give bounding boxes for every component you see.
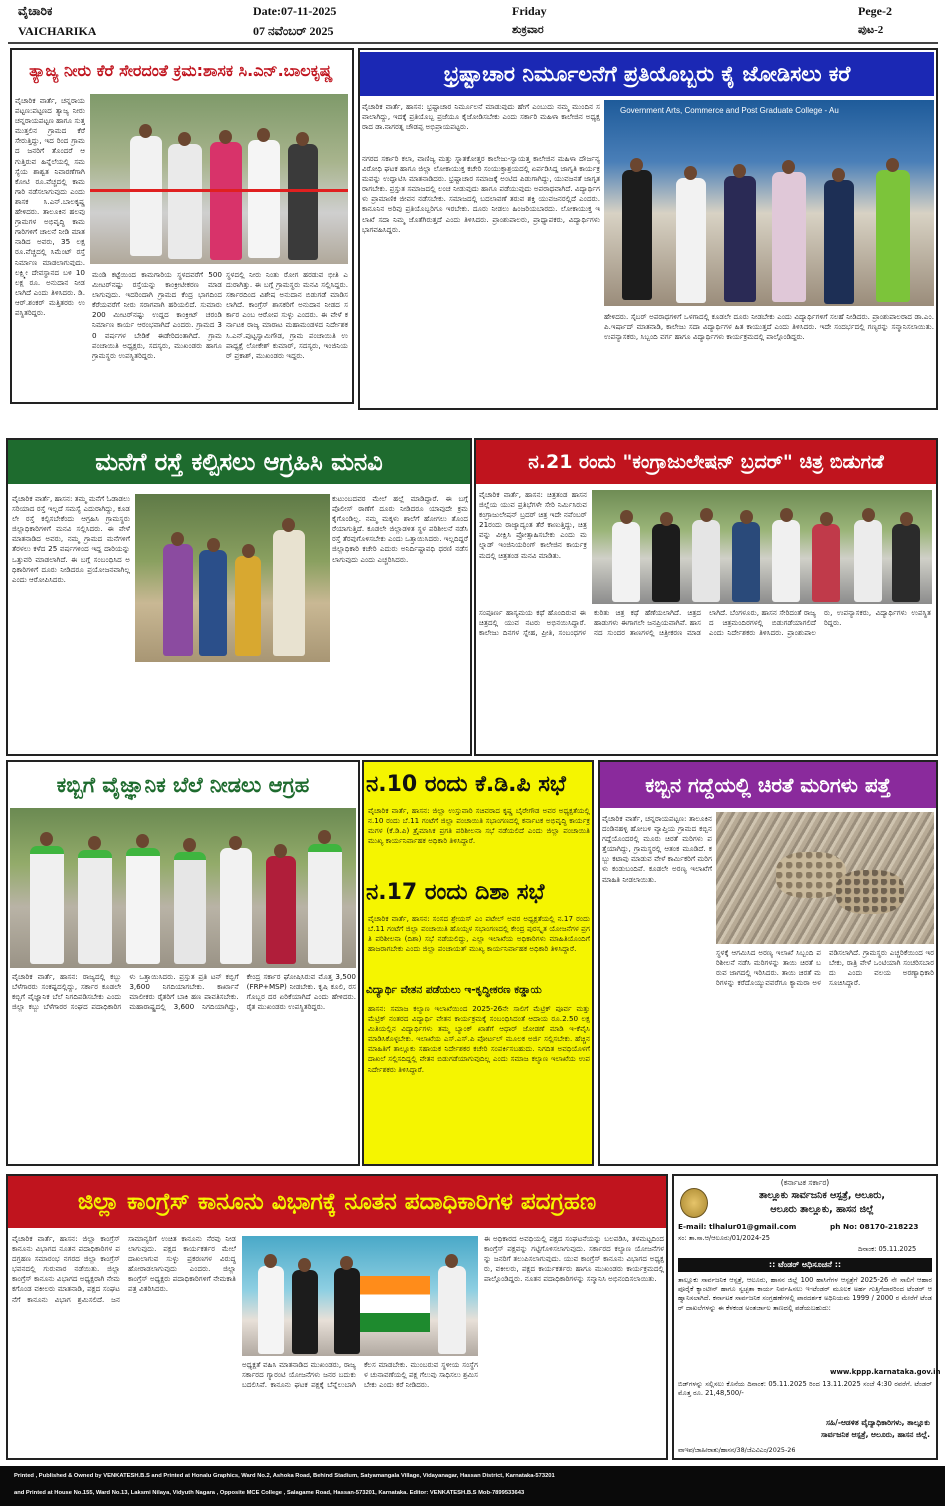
tender-body2: ಬಿಡ್‌ಗಳನ್ನು ಸಲ್ಲಿಸಲು ಕೊನೆಯ ದಿನಾಂಕ: 05.11.2025 ರಿಂದ 13.11.2025 ಸಂಜೆ 4:30 ರವರೆಗೆ. ಟೆಂಡರ್ ಮೊತ್ತ ರೂ. 21,48,500/- bbox=[678, 1380, 932, 1398]
masthead-date-en: Date:07-11-2025 bbox=[253, 4, 337, 18]
road-border bbox=[6, 438, 472, 756]
film-body-top: ವೈಚಾರಿಕ ವಾರ್ತೆ, ಹಾಸನ: ಚಿತ್ರತಂಡ ಹಾಸನ ಜಿಲ್ಲೆಯ ಯುವ ಪ್ರತಿಭೆಗಳೇ ಸೇರಿ ನಿರ್ಮಿಸಿರುವ ಕಂಗ್ರಾಜುಲೇಷನ್ ಬ್ರದರ್ ಚಿತ್ರ ಇದೇ ನವೆಂಬರ್ 21ರಂದು ರಾಜ್ಯಾದ್ಯಂತ ತೆರೆ ಕಾಣುತ್ತಿದ್ದು, ಚಿತ್ರವನ್ನು ವೀಕ್ಷಿಸಿ ಪ್ರೋತ್ಸಾಹಿಸಬೇಕು ಎಂದು ಮಲ್ನಾಡ್ ಇಂಜಿನಿಯರಿಂಗ್ ಕಾಲೇಜಿನ ಕಾರ್ಯಕ್ರಮದಲ್ಲಿ ಚಿತ್ರತಂಡ ಮನವಿ ಮಾಡಿತು. bbox=[479, 490, 587, 560]
road-body-right: ಕುಟುಂಬದವರ ಮೇಲೆ ಹಲ್ಲೆ ಮಾಡಿದ್ದಾರೆ. ಈ ಬಗ್ಗೆ ಪೊಲೀಸ್ ಠಾಣೆಗೆ ದೂರು ನೀಡಿದರೂ ಯಾವುದೇ ಕ್ರಮ ಕೈಗೊಂಡಿಲ್ಲ. ನಮ್ಮ ಮಕ್ಕಳು ಶಾಲೆಗೆ ಹೋಗಲು ತೊಂದರೆಯಾಗುತ್ತಿದೆ. ಕೂಡಲೇ ಜಿಲ್ಲಾಡಳಿತ ಸ್ಥಳ ಪರಿಶೀಲನೆ ನಡೆಸಿ ರಸ್ತೆ ತೆರವುಗೊಳಿಸಬೇಕು ಎಂದು ಒತ್ತಾಯಿಸಿದರು. ಇಲ್ಲದಿದ್ದರೆ ಜಿಲ್ಲಾಧಿಕಾರಿ ಕಚೇರಿ ಎದುರು ಅನಿರ್ದಿಷ್ಟಾವಧಿ ಧರಣಿ ನಡೆಸಲಾಗುವುದು ಎಂದು ಎಚ್ಚರಿಸಿದರು. bbox=[332, 494, 468, 564]
leopard-border bbox=[598, 760, 938, 1166]
masthead-page-en: Pege-2 bbox=[858, 4, 892, 18]
congress-border bbox=[6, 1174, 668, 1460]
corruption-body-top: ವೈಚಾರಿಕ ವಾರ್ತೆ, ಹಾಸನ: ಭ್ರಷ್ಟಾಚಾರ ನಿರ್ಮೂಲನೆ ಮಾಡುವುದು ಹೇಗೆ ಎಂಬುದು ನಮ್ಮ ಮುಂದಿನ ಸವಾಲಾಗಿದ್ದು, ಇದಕ್ಕೆ ಪ್ರತಿಯೊಬ್ಬ ಪ್ರಜೆಯೂ ಕೈಜೋಡಿಸಬೇಕು ಎಂದು ಸರ್ಕಾರಿ ಮಹಿಳಾ ಕಾಲೇಜಿನ ಅಧ್ಯಕ್ಷರಾದ ಡಾ.ನಾಗರತ್ನ ಚೌಡಪ್ಪ ಅಭಿಪ್ರಾಯಪಟ್ಟರು. bbox=[362, 102, 600, 132]
tender-sign-line2: ಸಾರ್ವಜನಿಕ ಆಸ್ಪತ್ರೆ, ಆಲೂರು, ಹಾಸನ ಜಿಲ್ಲೆ. bbox=[820, 1430, 930, 1439]
road-body-left: ವೈಚಾರಿಕ ವಾರ್ತೆ, ಹಾಸನ: ತಮ್ಮ ಮನೆಗೆ ಓಡಾಡಲು ಸರಿಯಾದ ರಸ್ತೆ ಇಲ್ಲದೆ ಸಮಸ್ಯೆ ಎದುರಾಗಿದ್ದು, ಕೂಡಲೇ ರಸ್ತೆ ಕಲ್ಪಿಸಬೇಕೆಂದು ಆಗ್ರಹಿಸಿ ಗ್ರಾಮಸ್ಥರು ಜಿಲ್ಲಾಧಿಕಾರಿಗಳಿಗೆ ಮನವಿ ಸಲ್ಲಿಸಿದರು. ಈ ವೇಳೆ ಮಾತನಾಡಿದ ಅವರು, ನಮ್ಮ ಗ್ರಾಮದ ಮನೆಗಳಿಗೆ ತೆರಳಲು ಕಳೆದ 25 ವರ್ಷಗಳಿಂದ ಇದ್ದ ದಾರಿಯನ್ನು ಒತ್ತುವರಿ ಮಾಡಲಾಗಿದೆ. ಈ ಬಗ್ಗೆ ಸಂಬಂಧಿಸಿದ ಅಧಿಕಾರಿಗಳಿಗೆ ದೂರು ನೀಡಿದರೂ ಪ್ರಯೋಜನವಾಗಿಲ್ಲ ಎಂದು ಆರೋಪಿಸಿದರು. bbox=[12, 494, 130, 584]
water-border bbox=[10, 48, 354, 404]
water-headline: ತ್ಯಾಜ್ಯ ನೀರು ಕೆರೆ ಸೇರದಂತೆ ಕ್ರಮ:ಶಾಸಕ ಸಿ.ಎನ್.ಬಾಲಕೃಷ್ಣ bbox=[29, 61, 333, 80]
water-body-left: ವೈಚಾರಿಕ ವಾರ್ತೆ, ಚನ್ನರಾಯಪಟ್ಟಣ:ಪಟ್ಟಣದ ತ್ಯಾಜ್ಯ ನೀರು ಚನ್ನರಾಯಪಟ್ಟಣ ಹಾಗೂ ಸುತ್ತಮುತ್ತಲಿನ ಗ್ರಾಮದ ಕೆರೆ ಸೇರುತ್ತಿದ್ದು, ಇದ ರಿಂದ ಗ್ರಾಮದ ಜನರಿಗೆ ತೊಂದರೆ ಆಗುತ್ತಿರುವ ಹಿನ್ನೆಲೆಯಲ್ಲಿ ಸಮಸ್ಯೆಯ ಶಾಶ್ವತ ನಿವಾರಣೆಗಾಗಿ ಕೋಟಿ ರೂ.ವೆಚ್ಚದಲ್ಲಿ ಕಾಮಗಾರಿ ನಡೆಸಲಾಗುವುದು ಎಂದು ಶಾಸಕ ಸಿ.ಎನ್.ಬಾಲಕೃಷ್ಣ ಹೇಳಿದರು. ತಾಲೂಕಿನ ಹಲವು ಗ್ರಾಮಗಳ ಅಭಿವೃದ್ಧಿ ಕಾಮಗಾರಿಗಳಿಗೆ ಚಾಲನೆ ನೀಡಿ ಮಾತನಾಡಿದ ಅವರು, 35 ಲಕ್ಷ ರೂ.ವೆಚ್ಚದಲ್ಲಿ ಸಿಮೆಂಟ್ ರಸ್ತೆ ನಿರ್ಮಾಣ ಮಾಡಲಾಗುವುದು. ಲಕ್ಷ್ಮೀ ದೇವಸ್ಥಾನದ ಬಳಿ 10 ಲಕ್ಷ ರೂ. ಅನುದಾನ ನೀಡಲಾಗಿದೆ ಎಂದು ತಿಳಿಸಿದರು. ಡಿ.ಆರ್.ಶಂಕರ್ ಮತ್ತಿತರರು ಉಪಸ್ಥಿತರಿದ್ದರು. bbox=[15, 96, 85, 317]
congress-body-left: ವೈಚಾರಿಕ ವಾರ್ತೆ, ಹಾಸನ: ಜಿಲ್ಲಾ ಕಾಂಗ್ರೆಸ್ ಕಾನೂನು ವಿಭಾಗದ ನೂತನ ಪದಾಧಿಕಾರಿಗಳ ಪದಗ್ರಹಣ ಸಮಾರಂಭ ನಗರದ ಜಿಲ್ಲಾ ಕಾಂಗ್ರೆಸ್ ಭವನದಲ್ಲಿ ಗುರುವಾರ ನಡೆಯಿತು. ಜಿಲ್ಲಾ ಕಾಂಗ್ರೆಸ್ ಕಾನೂನು ವಿಭಾಗದ ಅಧ್ಯಕ್ಷರಾಗಿ ನೇಮಕಗೊಂಡ ವಕೀಲರು ಮಾತನಾಡಿ, ಪಕ್ಷದ ಸಂಘಟನೆಗೆ ಕಾನೂನು ವಿಭಾಗ ಶ್ರಮಿಸಲಿದೆ. ಜನಸಾಮಾನ್ಯರಿಗೆ ಉಚಿತ ಕಾನೂನು ನೆರವು ನೀಡಲಾಗುವುದು. ಪಕ್ಷದ ಕಾರ್ಯಕರ್ತರ ಮೇಲೆ ದಾಖಲಾಗುವ ಸುಳ್ಳು ಪ್ರಕರಣಗಳ ವಿರುದ್ಧ ಹೋರಾಡಲಾಗುವುದು ಎಂದರು. ಜಿಲ್ಲಾ ಕಾಂಗ್ರೆಸ್ ಅಧ್ಯಕ್ಷರು ಪದಾಧಿಕಾರಿಗಳಿಗೆ ನೇಮಕಾತಿ ಪತ್ರ ವಿತರಿಸಿದರು. bbox=[12, 1234, 236, 1304]
leopard-headline: ಕಬ್ಬಿನ ಗದ್ದೆಯಲ್ಲಿ ಚಿರತೆ ಮರಿಗಳು ಪತ್ತೆ bbox=[600, 762, 936, 808]
footer-line1: Printed , Published & Owned by VENKATESH.B.S and Printed at Honalu Graphics, Ward No.2, Ashoka Road, Behind Stadium, Satyamangala Village, Vidayanagar, Hassan District, Karnataka-573201 bbox=[14, 1473, 555, 1479]
masthead bbox=[0, 0, 945, 42]
road-headline: ಮನೆಗೆ ರಸ್ತೆ ಕಲ್ಪಿಸಲು ಆಗ್ರಹಿಸಿ ಮನವಿ bbox=[8, 440, 470, 484]
film-body-bottom: ಸಂಪೂರ್ಣ ಹಾಸ್ಯಮಯ ಕಥೆ ಹೊಂದಿರುವ ಈ ಚಿತ್ರದಲ್ಲಿ ಯುವ ನಟರು ಅಭಿನಯಿಸಿದ್ದಾರೆ. ಕಾಲೇಜು ದಿನಗಳ ಸ್ನೇಹ, ಪ್ರೀತಿ, ಸಂಬಂಧಗಳ ಕುರಿತು ಚಿತ್ರ ಕಥೆ ಹೆಣೆಯಲಾಗಿದೆ. ಚಿತ್ರದ ಹಾಡುಗಳು ಈಗಾಗಲೇ ಜನಪ್ರಿಯವಾಗಿವೆ. ಹಾಸನದ ಸುಂದರ ತಾಣಗಳಲ್ಲಿ ಚಿತ್ರೀಕರಣ ಮಾಡಲಾಗಿದೆ. ಬೆಂಗಳೂರು, ಹಾಸನ ಸೇರಿದಂತೆ ರಾಜ್ಯದ ಚಿತ್ರಮಂದಿರಗಳಲ್ಲಿ ಬಿಡುಗಡೆಯಾಗಲಿದೆ ಎಂದು ನಿರ್ದೇಶಕರು ತಿಳಿಸಿದರು. ಪ್ರಾಂಶುಪಾಲರು, ಉಪನ್ಯಾಸಕರು, ವಿದ್ಯಾರ್ಥಿಗಳು ಉಪಸ್ಥಿತರಿದ್ದರು. bbox=[479, 608, 931, 638]
masthead-page-kn: ಪುಟ-2 bbox=[858, 24, 884, 36]
congress-body-mid: ಅಧ್ಯಕ್ಷತೆ ವಹಿಸಿ ಮಾತನಾಡಿದ ಮುಖಂಡರು, ರಾಜ್ಯ ಸರ್ಕಾರದ ಗ್ಯಾರಂಟಿ ಯೋಜನೆಗಳು ಜನರ ಬದುಕು ಬದಲಿಸಿವೆ. ಕಾನೂನು ಘಟಕ ಪಕ್ಷಕ್ಕೆ ಬೆನ್ನೆಲುಬಾಗಿ ಕೆಲಸ ಮಾಡಬೇಕು. ಮುಂಬರುವ ಸ್ಥಳೀಯ ಸಂಸ್ಥೆಗಳ ಚುನಾವಣೆಯಲ್ಲಿ ಪಕ್ಷ ಗೆಲುವು ಸಾಧಿಸಲು ಶ್ರಮಿಸಬೇಕು ಎಂದು ಕರೆ ನೀಡಿದರು. bbox=[242, 1360, 478, 1390]
tender-sign-line1: ಸಹಿ/-ಆಡಳಿತ ವೈದ್ಯಾಧಿಕಾರಿಗಳು, ತಾಲ್ಲೂಕು bbox=[825, 1418, 930, 1427]
tender-office-line2: ಆಲೂರು ತಾಲ್ಲೂಕು, ಹಾಸನ ಜಿಲ್ಲೆ bbox=[770, 1204, 874, 1215]
sugarcane-headline: ಕಬ್ಬಿಗೆ ವೈಜ್ಞಾನಿಕ ಬೆಲೆ ನೀಡಲು ಆಗ್ರಹ bbox=[56, 772, 310, 797]
leopard-body-right: ಸ್ಥಳಕ್ಕೆ ಆಗಮಿಸಿದ ಅರಣ್ಯ ಇಲಾಖೆ ಸಿಬ್ಬಂದಿ ಪರಿಶೀಲನೆ ನಡೆಸಿ ಮರಿಗಳನ್ನು ತಾಯಿ ಚಿರತೆ ಬರುವ ಜಾಗದಲ್ಲಿ ಇರಿಸಿದರು. ತಾಯಿ ಚಿರತೆ ಮರಿಗಳನ್ನು ಕರೆದೊಯ್ಯುವವರೆಗೂ ಕ್ಯಾಮರಾ ಅಳವಡಿಸಲಾಗಿದೆ. ಗ್ರಾಮಸ್ಥರು ಎಚ್ಚರಿಕೆಯಿಂದ ಇರಬೇಕು, ರಾತ್ರಿ ವೇಳೆ ಒಂಟಿಯಾಗಿ ಸಂಚರಿಸಬಾರದು ಎಂದು ವಲಯ ಅರಣ್ಯಾಧಿಕಾರಿ ಸೂಚಿಸಿದ್ದಾರೆ. bbox=[716, 948, 934, 988]
sugarcane-body: ವೈಚಾರಿಕ ವಾರ್ತೆ, ಹಾಸನ: ರಾಜ್ಯದಲ್ಲಿ ಕಬ್ಬು ಬೆಳೆಗಾರರು ಸಂಕಷ್ಟದಲ್ಲಿದ್ದು, ಸರ್ಕಾರ ಕೂಡಲೇ ಕಬ್ಬಿಗೆ ವೈಜ್ಞಾನಿಕ ಬೆಲೆ ನಿಗದಿಪಡಿಸಬೇಕು ಎಂದು ಜಿಲ್ಲಾ ಕಬ್ಬು ಬೆಳೆಗಾರರ ಸಂಘದ ಪದಾಧಿಕಾರಿಗಳು ಒತ್ತಾಯಿಸಿದರು. ಪ್ರಸ್ತುತ ಪ್ರತಿ ಟನ್ ಕಬ್ಬಿಗೆ 3,600 ನಿಗದಿಯಾಗಬೇಕು. ಕಾರ್ಖಾನೆ ಮಾಲೀಕರು ರೈತರಿಗೆ ಬಾಕಿ ಹಣ ಪಾವತಿಸಬೇಕು. ಮಹಾರಾಷ್ಟ್ರದಲ್ಲಿ 3,600 ನಿಗದಿಯಾಗಿದ್ದು, ಕೇಂದ್ರ ಸರ್ಕಾರ ಘೋಷಿಸಿರುವ ಮೊತ್ತ 3,500 (FRP+MSP) ನೀಡಬೇಕು. ಕೃಷಿ ಕೂಲಿ, ರಸಗೊಬ್ಬರ ದರ ಏರಿಕೆಯಾಗಿದೆ ಎಂದು ಹೇಳಿದರು. ರೈತ ಮುಖಂಡರು ಉಪಸ್ಥಿತರಿದ್ದರು. bbox=[12, 972, 356, 1012]
footer-line2: and Printed at House No.155, Ward No.13, Laksmi Nilaya, Vidyuth Nagara , Opposite MCE College , Salagame Road, Hassan-573201, Karnataka. Editor: VENKATESH.B.S Mob-7899533643 bbox=[14, 1490, 525, 1496]
film-headline: ನ.21 ರಂದು "ಕಂಗ್ರಾಜುಲೇಷನ್ ಬ್ರದರ್" ಚಿತ್ರ ಬಿಡುಗಡೆ bbox=[476, 440, 936, 484]
corruption-headline: ಭ್ರಷ್ಟಾಚಾರ ನಿರ್ಮೂಲನೆಗೆ ಪ್ರತಿಯೊಬ್ಬರು ಕೈ ಜೋಡಿಸಲು ಕರೆ bbox=[360, 52, 934, 96]
tender-gov-label: (ಕರ್ನಾಟಕ ಸರ್ಕಾರ) bbox=[780, 1178, 830, 1187]
congress-headline: ಜಿಲ್ಲಾ ಕಾಂಗ್ರೆಸ್ ಕಾನೂನು ವಿಭಾಗಕ್ಕೆ ನೂತನ ಪದಾಧಿಕಾರಿಗಳ ಪದಗ್ರಹಣ bbox=[8, 1176, 666, 1228]
masthead-date-kn: 07 ನವೆಂಬರ್ 2025 bbox=[253, 24, 334, 38]
tender-date: ದಿನಾಂಕ: 05.11.2025 bbox=[858, 1245, 917, 1253]
tender-body: ತಾಲ್ಲೂಕು ಸಾರ್ವಜನಿಕ ಆಸ್ಪತ್ರೆ, ಆಲೂರು, ಹಾಸನ ಜಿಲ್ಲೆ 100 ಹಾಸಿಗೆಗಳ ಆಸ್ಪತ್ರೆಗೆ 2025-26 ನೇ ಸಾಲಿಗೆ ಆಹಾರ ಪೂರೈಕೆ ಕ್ಯಾಂಟೀನ್ ಹಾಗೂ ಸ್ವಚ್ಛತಾ ಕಾರ್ಯ ನಿರ್ವಹಿಸಲು ಇ-ಟೆಂಡರ್ ಮೂಲಕ ಅರ್ಹ ಗುತ್ತಿಗೆದಾರರಿಂದ ಟೆಂಡರ್ ಆಹ್ವಾನಿಸಲಾಗಿದೆ. ಕರ್ನಾಟಕ ಸಾರ್ವಜನಿಕ ಸಂಗ್ರಹಣೆಗಳಲ್ಲಿ ಪಾರದರ್ಶಕ ಅಧಿನಿಯಮ 1999 / 2000 ರ ಮೇರೆಗೆ ಟೆಂಡರ್ ದಾಖಲೆಗಳನ್ನು ಈ ಕೆಳಕಂಡ ಅಂತರ್ಜಾಲ ತಾಣದಲ್ಲಿ ಪಡೆಯಬಹುದು: bbox=[678, 1276, 932, 1312]
tender-phone: ph No: 08170-218223 bbox=[830, 1222, 919, 1231]
footer bbox=[0, 1466, 945, 1506]
kdp-headline: ನ.10 ರಂದು ಕೆ.ಡಿ.ಪಿ ಸಭೆ bbox=[366, 771, 566, 797]
masthead-name-en: VAICHARIKA bbox=[18, 24, 97, 38]
corruption-border bbox=[358, 48, 938, 410]
tender-ref-no: ಸಂ: ತಾ.ಸಾ.ಆ/ಆಲೂರು/01/2024-25 bbox=[678, 1234, 770, 1242]
congress-body-right: ಈ ಅಧಿಕಾರದ ಅವಧಿಯಲ್ಲಿ ಪಕ್ಷದ ಸಂಘಟನೆಯನ್ನು ಬಲಪಡಿಸಿ, ತಳಮಟ್ಟದಿಂದ ಕಾಂಗ್ರೆಸ್ ಪಕ್ಷವನ್ನು ಗಟ್ಟಿಗೊಳಿಸಲಾಗುವುದು. ಸರ್ಕಾರದ ಕಲ್ಯಾಣ ಯೋಜನೆಗಳನ್ನು ಜನರಿಗೆ ತಲುಪಿಸಲಾಗುವುದು. ಯುವ ಕಾಂಗ್ರೆಸ್ ಕಾನೂನು ವಿಭಾಗದ ಅಧ್ಯಕ್ಷರು, ವಕೀಲರು, ಪಕ್ಷದ ಕಾರ್ಯಕರ್ತರು ಹಾಗೂ ಮುಖಂಡರು ಕಾರ್ಯಕ್ರಮದಲ್ಲಿ ಪಾಲ್ಗೊಂಡಿದ್ದರು. ನೂತನ ಪದಾಧಿಕಾರಿಗಳನ್ನು ಸನ್ಮಾನಿಸಿ ಅಭಿನಂದಿಸಲಾಯಿತು. bbox=[484, 1234, 664, 1284]
masthead-name-kn: ವೈಚಾರಿಕ bbox=[18, 4, 53, 18]
film-border bbox=[474, 438, 938, 756]
kdp-body: ವೈಚಾರಿಕ ವಾರ್ತೆ, ಹಾಸನ: ಜಿಲ್ಲಾ ಉಸ್ತುವಾರಿ ಸಚಿವರಾದ ಕೃಷ್ಣ ಬೈರೇಗೌಡ ಅವರ ಅಧ್ಯಕ್ಷತೆಯಲ್ಲಿ ನ.10 ರಂದು ಬೆ.11 ಗಂಟೆಗೆ ಜಿಲ್ಲಾ ಪಂಚಾಯಿತಿ ಸಭಾಂಗಣದಲ್ಲಿ ಕರ್ನಾಟಕ ಅಭಿವೃದ್ಧಿ ಕಾರ್ಯಕ್ರಮಗಳ (ಕೆ.ಡಿ.ಪಿ) ತ್ರೈಮಾಸಿಕ ಪ್ರಗತಿ ಪರಿಶೀಲನಾ ಸಭೆ ನಡೆಯಲಿದೆ ಎಂದು ಜಿಲ್ಲಾ ಪಂಚಾಯಿತಿ ಮುಖ್ಯ ಕಾರ್ಯನಿರ್ವಾಹಕ ಅಧಿಕಾರಿ ತಿಳಿಸಿದ್ದಾರೆ. bbox=[368, 806, 590, 846]
sugarcane-border bbox=[6, 760, 360, 1166]
masthead-day-en: Friday bbox=[512, 4, 547, 18]
disha-headline: ನ.17 ರಂದು ದಿಶಾ ಸಭೆ bbox=[366, 879, 545, 905]
corruption-body-right: ಹೇಳಿದರು. ಸೈಬರ್ ಅಪರಾಧಗಳಿಗೆ ಒಳಗಾದಲ್ಲಿ ಕೂಡಲೇ ದೂರು ನೀಡಬೇಕು ಎಂದು ವಿದ್ಯಾರ್ಥಿಗಳಿಗೆ ಸಲಹೆ ನೀಡಿದರು. ಪ್ರಾಂಶುಪಾಲರಾದ ಡಾ.ಎಂ.ಪಿ.ಇರ್ಷಾದ್ ಮಾತನಾಡಿ, ಕಾಲೇಜು ಸದಾ ವಿದ್ಯಾರ್ಥಿಗಳ ಹಿತ ಕಾಯುತ್ತದೆ ಎಂದು ತಿಳಿಸಿದರು. ಇದೇ ಸಂದರ್ಭದಲ್ಲಿ ಗಣ್ಯರನ್ನು ಸನ್ಮಾನಿಸಲಾಯಿತು. ಉಪನ್ಯಾಸಕರು, ಸಿಬ್ಬಂದಿ ವರ್ಗ ಹಾಗೂ ವಿದ್ಯಾರ್ಥಿಗಳು ಕಾರ್ಯಕ್ರಮದಲ್ಲಿ ಪಾಲ್ಗೊಂಡಿದ್ದರು. bbox=[604, 312, 934, 342]
tender-office-line1: ತಾಲ್ಲೂಕು ಸಾರ್ವಜನಿಕ ಆಸ್ಪತ್ರೆ, ಆಲೂರು, bbox=[759, 1190, 885, 1201]
leopard-body-left: ವೈಚಾರಿಕ ವಾರ್ತೆ, ಚನ್ನರಾಯಪಟ್ಟಣ: ತಾಲೂಕಿನ ದಂಡಿನಹಳ್ಳಿ ಹೋಬಳಿ ವ್ಯಾಪ್ತಿಯ ಗ್ರಾಮದ ಕಬ್ಬಿನ ಗದ್ದೆಯೊಂದರಲ್ಲಿ ಮೂರು ಚಿರತೆ ಮರಿಗಳು ಪತ್ತೆಯಾಗಿದ್ದು, ಗ್ರಾಮಸ್ಥರಲ್ಲಿ ಆತಂಕ ಮೂಡಿದೆ. ಕಬ್ಬು ಕಟಾವು ಮಾಡುವ ವೇಳೆ ಕಾರ್ಮಿಕರಿಗೆ ಮರಿಗಳು ಕಂಡುಬಂದಿವೆ. ಕೂಡಲೇ ಅರಣ್ಯ ಇಲಾಖೆಗೆ ಮಾಹಿತಿ ನೀಡಲಾಯಿತು. bbox=[602, 814, 712, 884]
water-body-far: ಸ್ಥಳದಲ್ಲಿ ನೀರು ನಿಂತು ರೋಗ ಹರಡುವ ಭೀತಿ ಎದುರಾಗಿತ್ತು. ಈ ಬಗ್ಗೆ ಗ್ರಾಮಸ್ಥರು ಮನವಿ ಸಲ್ಲಿಸಿದ್ದರು. ಸರ್ಕಾರದಿಂದ ವಿಶೇಷ ಅನುದಾನ ಬಿಡುಗಡೆ ಮಾಡಿಸಲಾಗಿದೆ. ಕಾಂಗ್ರೆಸ್ ಶಾಸಕರಿಗೆ ಅನುದಾನ ನೀಡದ ಸರ್ಕಾರ ಎಂಬ ಆರೋಪ ಸುಳ್ಳು ಎಂದರು. ಈ ವೇಳೆ ಕರ್ನಾಟಕ ರಾಜ್ಯ ಮಾರಾಟ ಮಹಾಮಂಡಳದ ನಿರ್ದೇಶಕ ಸಿ.ಎನ್.ಪುಟ್ಟಸ್ವಾಮಿಗೌಡ, ಗ್ರಾಮ ಪಂಚಾಯಿತಿ ಉಪಾಧ್ಯಕ್ಷೆ ಲೋಕೇಶ್ ಕುಮಾರ್, ಸದಸ್ಯರು, ಇಂಜಿನಿಯರ್ ಪ್ರಕಾಶ್, ಮುಖಂಡರು ಇದ್ದರು. bbox=[226, 270, 348, 360]
masthead-rule bbox=[8, 42, 938, 44]
tender-email: E-mail: tlhalur01@gmail.com bbox=[678, 1222, 797, 1231]
corruption-body-left: ನಗರದ ಸರ್ಕಾರಿ ಕಲಾ, ವಾಣಿಜ್ಯ ಮತ್ತು ಸ್ನಾತಕೋತ್ತರ ಕಾಲೇಜು-ಸ್ವಾಯತ್ತ ಕಾಲೇಜಿನ ಮಹಿಳಾ ದೌರ್ಜನ್ಯ ವಿರೋಧಿ ಘಟಕ ಹಾಗೂ ಜಿಲ್ಲಾ ಲೋಕಾಯುಕ್ತ ಕಚೇರಿ ಸಂಯುಕ್ತಾಶ್ರಯದಲ್ಲಿ ಏರ್ಪಡಿಸಿದ್ದ ಜಾಗೃತಿ ಕಾರ್ಯಕ್ರಮವನ್ನು ಉದ್ಘಾಟಿಸಿ ಮಾತನಾಡಿದರು. ಭ್ರಷ್ಟಾಚಾರ ಸಮಾಜಕ್ಕೆ ಅಂಟಿದ ಪಿಡುಗಾಗಿದ್ದು, ಯುವಜನತೆ ಜಾಗೃತರಾಗಬೇಕು. ಪ್ರಸ್ತುತ ಸಮಾಜದಲ್ಲಿ ಲಂಚ ನೀಡುವುದು ಹಾಗೂ ಪಡೆಯುವುದು ಅಪರಾಧವಾಗಿದೆ. ವಿದ್ಯಾರ್ಥಿಗಳು ಪ್ರಾಮಾಣಿಕ ಜೀವನ ನಡೆಸಬೇಕು. ಸಮಾಜದಲ್ಲಿ ಬದಲಾವಣೆ ತರುವ ಶಕ್ತಿ ಯುವಜನರಲ್ಲಿದೆ ಎಂದರು. ಕಾನೂನಿನ ಅರಿವು ಪ್ರತಿಯೊಬ್ಬರಿಗೂ ಇರಬೇಕು. ದೂರು ನೀಡಲು ಹಿಂಜರಿಯಬಾರದು. ಲೋಕಾಯುಕ್ತ ಇಲಾಖೆ ಸದಾ ನಿಮ್ಮ ಜೊತೆಗಿರುತ್ತದೆ ಎಂದು ತಿಳಿಸಿದರು. ಪ್ರಾಂಶುಪಾಲರು, ಪ್ರಾಧ್ಯಾಪಕರು, ವಿದ್ಯಾರ್ಥಿಗಳು ಭಾಗವಹಿಸಿದ್ದರು. bbox=[362, 154, 600, 234]
disha-body: ವೈಚಾರಿಕ ವಾರ್ತೆ, ಹಾಸನ: ಸಂಸದ ಶ್ರೇಯಸ್ ಎಂ ಪಟೇಲ್ ಅವರ ಅಧ್ಯಕ್ಷತೆಯಲ್ಲಿ ನ.17 ರಂದು ಬೆ.11 ಗಂಟೆಗೆ ಜಿಲ್ಲಾ ಪಂಚಾಯಿತಿ ಹೊಯ್ಸಳ ಸಭಾಂಗಣದಲ್ಲಿ ಕೇಂದ್ರ ಪುರಸ್ಕೃತ ಯೋಜನೆಗಳ ಪ್ರಗತಿ ಪರಿಶೀಲನಾ (ದಿಶಾ) ಸಭೆ ನಡೆಯಲಿದ್ದು, ಎಲ್ಲಾ ಇಲಾಖೆಯ ಅಧಿಕಾರಿಗಳು ಮಾಹಿತಿಯೊಂದಿಗೆ ಹಾಜರಾಗಬೇಕು ಎಂದು ಜಿಲ್ಲಾ ಪಂಚಾಯತ್ ಮುಖ್ಯ ಕಾರ್ಯನಿರ್ವಾಹಕ ಅಧಿಕಾರಿ ತಿಳಿಸಿದ್ದಾರೆ. bbox=[368, 914, 590, 954]
tender-ddi: ವಾಇಪ/ಜಾಹೀರಾತು/ಹಾಸನ/38/ಜೆಎವಿಎಂ/2025-26 bbox=[678, 1446, 796, 1454]
tender-emblem bbox=[680, 1188, 708, 1218]
scholarship-body: ಹಾಸನ: ಸಮಾಜ ಕಲ್ಯಾಣ ಇಲಾಖೆಯಿಂದ 2025-26ನೇ ಸಾಲಿಗೆ ಮೆಟ್ರಿಕ್ ಪೂರ್ವ ಮತ್ತು ಮೆಟ್ರಿಕ್ ನಂತರದ ವಿದ್ಯಾರ್ಥಿ ವೇತನ ಕಾರ್ಯಕ್ರಮಕ್ಕೆ ಸಂಬಂಧಿಸಿದಂತೆ ಆದಾಯ ರೂ.2.50 ಲಕ್ಷ ಮಿತಿಯಲ್ಲಿನ ವಿದ್ಯಾರ್ಥಿಗಳು ತಮ್ಮ ಬ್ಯಾಂಕ್ ಖಾತೆಗೆ ಆಧಾರ್ ಜೋಡಣೆ ಮಾಡಿ ಇ-ಕೆವೈಸಿ ಮಾಡಿಸಿಕೊಳ್ಳಬೇಕು. ಇಲಾಖೆಯ ಎಸ್.ಎಸ್.ಪಿ ಪೋರ್ಟಲ್ ಮೂಲಕ ಅರ್ಜಿ ಸಲ್ಲಿಸಬೇಕು. ಹೆಚ್ಚಿನ ಮಾಹಿತಿಗೆ ತಾಲ್ಲೂಕು ಸಹಾಯಕ ನಿರ್ದೇಶಕರ ಕಚೇರಿ ಸಂಪರ್ಕಿಸಬಹುದು. ನಿಗದಿತ ಅವಧಿಯೊಳಗೆ ದಾಖಲೆ ಸಲ್ಲಿಸದಿದ್ದಲ್ಲಿ ವೇತನ ಬಿಡುಗಡೆಯಾಗುವುದಿಲ್ಲ ಎಂದು ಸಮಾಜ ಕಲ್ಯಾಣ ಇಲಾಖೆಯ ಉಪನಿರ್ದೇಶಕರು ತಿಳಿಸಿದ್ದಾರೆ. bbox=[368, 1004, 590, 1074]
corruption-photo: Government Arts, Commerce and Post Graduate College - Au bbox=[604, 100, 934, 306]
scholarship-headline: ವಿದ್ಯಾರ್ಥಿ ವೇತನ ಪಡೆಯಲು ಇ-ಕೃದ್ಧೀಕರಣ ಕಡ್ಡಾಯ bbox=[366, 983, 542, 996]
water-body-right: ಮಂಡಿ ಕಟ್ಟೆಯಿಂದ ಕಾಮಗಾರಿಯ ಸ್ಥಳದವರೆಗೆ 500 ಮೀಟರ್‌ನಷ್ಟು ರಸ್ತೆಯನ್ನು ಕಾಂಕ್ರೀಟೀಕರಣ ಮಾಡಲಾಗುವುದು. ಇದರಿಂದಾಗಿ ಗ್ರಾಮದ ಕೆಂದ್ರ ಭಾಗದಿಂದ ಕೆರೆಯವರೆಗೆ ನೀರು ಸರಾಗವಾಗಿ ಹರಿಯಲಿದೆ. ಸುಮಾರು 200 ಮೀಟರ್‌ನಷ್ಟು ಉದ್ದದ ಕಾಂಕ್ರೀಟ್ ಚರಂಡಿ ನಿರ್ಮಾಣ ಕಾರ್ಯ ಆರಂಭವಾಗಿದೆ ಎಂದರು. ಗ್ರಾಮದ 30 ವರ್ಷಗಳ ಬೇಡಿಕೆ ಈಡೇರಿದಂತಾಗಿದೆ. ಗ್ರಾಮ ಪಂಚಾಯಿತಿ ಅಧ್ಯಕ್ಷರು, ಸದಸ್ಯರು, ಮುಖಂಡರು ಹಾಗೂ ಗ್ರಾಮಸ್ಥರು ಉಪಸ್ಥಿತರಿದ್ದರು. bbox=[92, 270, 222, 360]
masthead-day-kn: ಶುಕ್ರವಾರ bbox=[512, 24, 544, 36]
tender-website: www.kppp.karnataka.gov.in bbox=[830, 1368, 941, 1376]
tender-notice-title: :: ಟೆಂಡರ್ ಅಧಿಸೂಚನೆ :: bbox=[678, 1258, 932, 1272]
